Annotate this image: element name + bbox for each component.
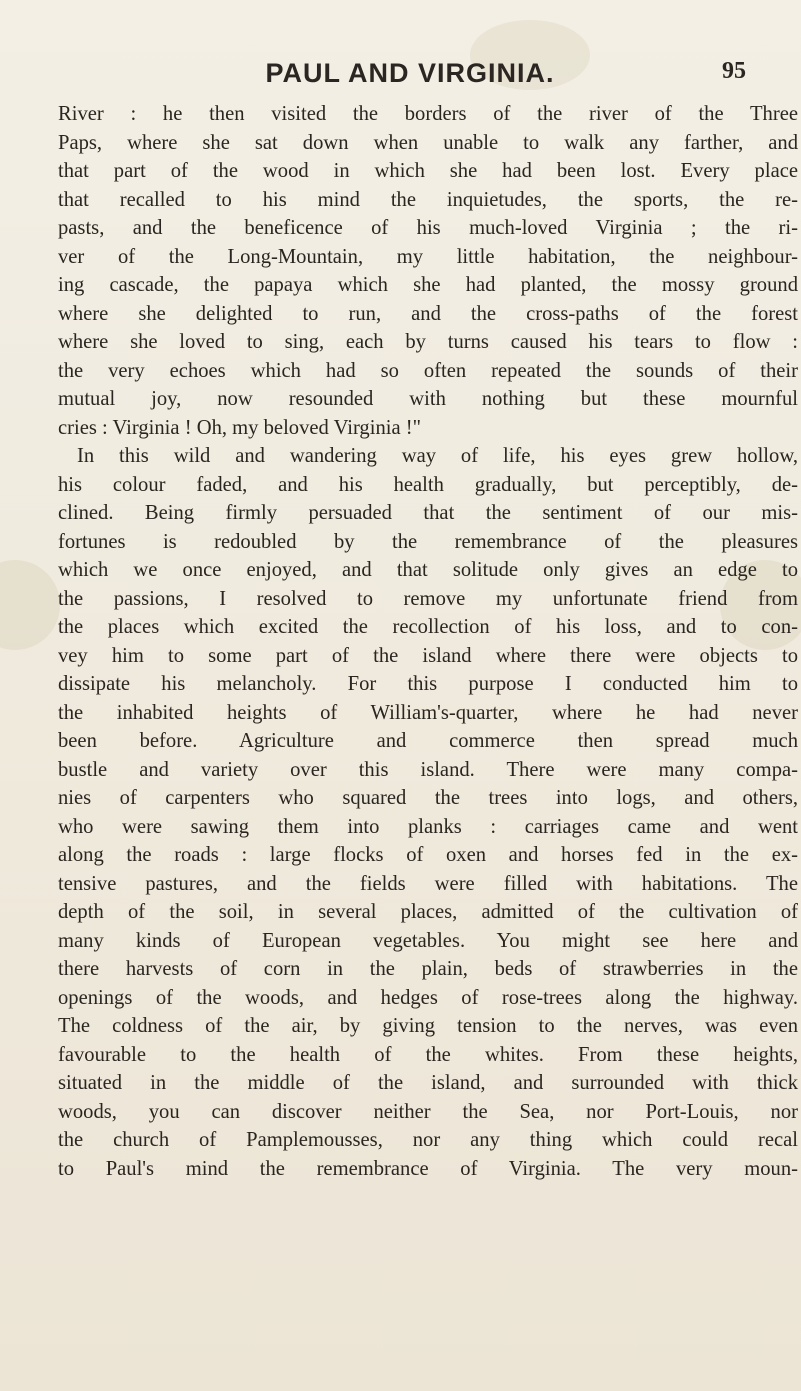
- text-line: where she delighted to run, and the cross-paths of the forest: [58, 302, 798, 325]
- text-line: along the roads : large flocks of oxen and horses fed in the ex-: [58, 844, 798, 866]
- text-line: the places which excited the recollection of his loss, and to con-: [58, 616, 798, 638]
- text-line: there harvests of corn in the plain, beds of strawberries in the: [58, 958, 798, 980]
- text-line: mutual joy, now resounded with nothing but these mournful: [58, 388, 798, 410]
- text-line: the inhabited heights of William's-quarter, where he had never: [58, 701, 798, 724]
- text-line: the passions, I resolved to remove my unfortunate friend from: [58, 587, 798, 610]
- text-line: which we once enjoyed, and that solitude only gives an edge to: [58, 559, 798, 581]
- text-line: Paps, where she sat down when unable to walk any farther, and: [58, 131, 798, 154]
- text-line: vey him to some part of the island where there were objects to: [58, 644, 798, 667]
- text-line: to Paul's mind the remembrance of Virginia. The very moun-: [58, 1157, 798, 1180]
- text-line: woods, you can discover neither the Sea, nor Port-Louis, nor: [58, 1100, 798, 1123]
- page-header: [0, 58, 801, 98]
- running-title: PAUL AND VIRGINIA.: [265, 58, 555, 88]
- page-number: 95: [722, 58, 746, 84]
- body-text: [58, 100, 798, 1183]
- text-line: clined. Being firmly persuaded that the sentiment of our mis-: [58, 502, 798, 524]
- text-line: that recalled to his mind the inquietudes, the sports, the re-: [58, 188, 798, 211]
- text-line: The coldness of the air, by giving tension to the nerves, was even: [58, 1015, 798, 1037]
- text-line: his colour faded, and his health gradually, but perceptibly, de-: [58, 473, 798, 496]
- text-line: ver of the Long-Mountain, my little habitation, the neighbour-: [58, 245, 798, 268]
- text-line: tensive pastures, and the fields were filled with habitations. The: [58, 872, 798, 895]
- text-line: pasts, and the beneficence of his much-loved Virginia ; the ri-: [58, 217, 798, 239]
- text-line: cries : Virginia ! Oh, my beloved Virginia !": [58, 416, 422, 439]
- text-line: ing cascade, the papaya which she had planted, the mossy ground: [58, 274, 798, 296]
- text-line: In this wild and wandering way of life, his eyes grew hollow,: [77, 445, 798, 467]
- text-line: dissipate his melancholy. For this purpose I conducted him to: [58, 673, 798, 695]
- text-line: the church of Pamplemousses, nor any thing which could recal: [58, 1129, 798, 1151]
- text-line: depth of the soil, in several places, admitted of the cultivation of: [58, 901, 798, 923]
- text-line: River : he then visited the borders of the river of the Three: [58, 103, 798, 125]
- text-line: openings of the woods, and hedges of rose-trees along the highway.: [58, 986, 798, 1009]
- text-line: situated in the middle of the island, and surrounded with thick: [58, 1072, 798, 1094]
- text-line: fortunes is redoubled by the remembrance of the pleasures: [58, 530, 798, 553]
- text-line: been before. Agriculture and commerce then spread much: [58, 730, 798, 752]
- text-line: where she loved to sing, each by turns caused his tears to flow :: [58, 331, 798, 353]
- paper-stain: [0, 560, 60, 650]
- text-line: nies of carpenters who squared the trees into logs, and others,: [58, 787, 798, 809]
- text-line: bustle and variety over this island. There were many compa-: [58, 758, 798, 781]
- text-line: favourable to the health of the whites. From these heights,: [58, 1043, 798, 1066]
- text-line: many kinds of European vegetables. You might see here and: [58, 929, 798, 952]
- text-line: the very echoes which had so often repeated the sounds of their: [58, 359, 798, 382]
- text-line: that part of the wood in which she had been lost. Every place: [58, 160, 798, 182]
- text-line: who were sawing them into planks : carriages came and went: [58, 815, 798, 838]
